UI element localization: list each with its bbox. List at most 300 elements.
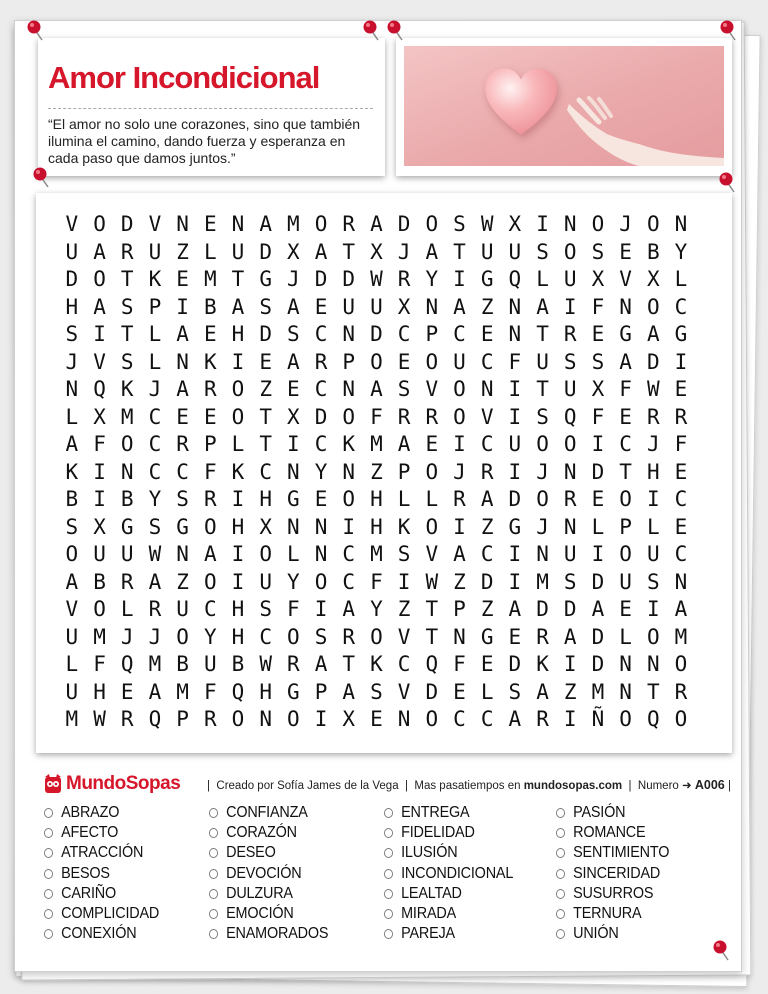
grid-letter[interactable]: D [563, 597, 577, 621]
grid-letter[interactable]: N [425, 294, 439, 319]
grid-letter[interactable]: L [148, 349, 162, 374]
grid-letter[interactable]: R [646, 404, 660, 429]
grid-letter[interactable]: N [259, 707, 272, 731]
grid-letter[interactable]: R [342, 624, 356, 649]
grid-letter[interactable]: X [646, 267, 660, 291]
grid-letter[interactable]: Z [176, 569, 189, 594]
grid-letter[interactable]: R [203, 487, 217, 511]
grid-letter[interactable]: O [314, 569, 328, 594]
grid-letter[interactable]: N [120, 459, 134, 484]
word-item[interactable] [44, 823, 159, 843]
grid-letter[interactable]: R [425, 404, 439, 429]
grid-letter[interactable]: I [93, 487, 106, 511]
grid-letter[interactable]: U [342, 294, 356, 319]
grid-letter[interactable]: M [120, 404, 134, 429]
grid-letter[interactable]: Q [508, 267, 522, 291]
grid-letter[interactable]: N [619, 294, 632, 319]
grid-letter[interactable]: Z [563, 679, 577, 704]
grid-letter[interactable]: N [65, 377, 79, 401]
circle-bullet-icon[interactable] [44, 929, 53, 939]
grid-letter[interactable]: E [370, 707, 383, 731]
grid-letter[interactable]: S [287, 322, 300, 346]
grid-letter[interactable]: O [425, 212, 439, 236]
grid-letter[interactable]: Z [176, 239, 189, 264]
grid-letter[interactable]: E [397, 349, 411, 374]
grid-letter[interactable]: I [646, 487, 660, 511]
grid-letter[interactable]: S [508, 679, 522, 704]
grid-letter[interactable]: X [508, 212, 522, 236]
circle-bullet-icon[interactable] [209, 828, 218, 838]
grid-letter[interactable]: Z [480, 294, 494, 319]
grid-letter[interactable]: A [508, 707, 522, 731]
grid-letter[interactable]: V [480, 404, 494, 429]
grid-letter[interactable]: T [231, 267, 245, 291]
grid-letter[interactable]: Y [314, 459, 328, 484]
grid-letter[interactable]: Q [425, 652, 439, 676]
grid-letter[interactable]: J [536, 459, 549, 484]
word-item[interactable] [44, 843, 159, 863]
grid-letter[interactable]: S [259, 294, 272, 319]
grid-letter[interactable]: S [370, 679, 383, 704]
word-item[interactable] [209, 884, 328, 904]
grid-letter[interactable]: S [646, 569, 660, 594]
word-item[interactable] [556, 924, 669, 944]
grid-letter[interactable]: K [203, 349, 217, 374]
grid-letter[interactable]: H [65, 294, 79, 319]
grid-letter[interactable]: R [674, 679, 688, 704]
grid-letter[interactable]: N [176, 212, 189, 236]
grid-letter[interactable]: U [563, 542, 577, 566]
grid-letter[interactable]: V [148, 212, 162, 236]
grid-letter[interactable]: A [342, 597, 356, 621]
grid-letter[interactable]: S [176, 487, 189, 511]
circle-bullet-icon[interactable] [556, 929, 565, 939]
grid-letter[interactable]: I [231, 349, 245, 374]
grid-letter[interactable]: O [203, 514, 217, 539]
grid-letter[interactable]: K [231, 459, 245, 484]
grid-letter[interactable]: E [176, 404, 189, 429]
grid-letter[interactable]: G [480, 624, 494, 649]
grid-letter[interactable]: U [65, 239, 79, 264]
grid-letter[interactable]: H [646, 459, 660, 484]
grid-letter[interactable]: D [397, 212, 411, 236]
grid-letter[interactable]: L [65, 652, 79, 676]
grid-letter[interactable]: I [231, 487, 245, 511]
grid-letter[interactable]: C [453, 707, 466, 731]
word-item[interactable] [556, 803, 669, 823]
grid-letter[interactable]: N [674, 569, 688, 594]
grid-letter[interactable]: D [120, 212, 134, 236]
grid-letter[interactable]: A [591, 597, 605, 621]
grid-letter[interactable]: A [176, 322, 189, 346]
grid-letter[interactable]: U [563, 267, 577, 291]
grid-letter[interactable]: E [203, 212, 217, 236]
circle-bullet-icon[interactable] [556, 808, 565, 818]
grid-letter[interactable]: R [536, 624, 549, 649]
grid-letter[interactable]: I [231, 542, 245, 566]
grid-letter[interactable]: C [176, 459, 189, 484]
grid-letter[interactable]: U [536, 349, 549, 374]
grid-letter[interactable]: P [203, 432, 217, 456]
grid-letter[interactable]: O [425, 707, 439, 731]
grid-letter[interactable]: E [259, 349, 272, 374]
grid-letter[interactable]: L [287, 542, 300, 566]
grid-letter[interactable]: R [176, 432, 189, 456]
grid-letter[interactable]: D [342, 267, 356, 291]
circle-bullet-icon[interactable] [209, 929, 218, 939]
grid-letter[interactable]: H [231, 322, 245, 346]
grid-letter[interactable]: D [591, 569, 605, 594]
grid-letter[interactable]: H [259, 487, 272, 511]
grid-letter[interactable]: J [148, 624, 162, 649]
grid-letter[interactable]: U [508, 432, 522, 456]
grid-letter[interactable]: W [370, 267, 383, 291]
grid-letter[interactable]: R [397, 267, 411, 291]
grid-letter[interactable]: G [674, 322, 688, 346]
grid-letter[interactable]: L [674, 267, 688, 291]
grid-letter[interactable]: F [370, 404, 383, 429]
grid-letter[interactable]: S [563, 569, 577, 594]
grid-letter[interactable]: O [93, 267, 106, 291]
circle-bullet-icon[interactable] [384, 808, 393, 818]
grid-letter[interactable]: O [646, 212, 660, 236]
grid-letter[interactable]: U [93, 542, 106, 566]
grid-letter[interactable]: O [536, 432, 549, 456]
grid-letter[interactable]: L [480, 679, 494, 704]
grid-letter[interactable]: O [342, 487, 356, 511]
grid-letter[interactable]: C [342, 569, 356, 594]
grid-letter[interactable]: H [231, 514, 245, 539]
grid-letter[interactable]: J [397, 239, 411, 264]
grid-letter[interactable]: N [314, 542, 328, 566]
grid-letter[interactable]: E [314, 294, 328, 319]
grid-letter[interactable]: I [453, 432, 466, 456]
grid-letter[interactable]: H [231, 597, 245, 621]
word-item[interactable] [384, 823, 513, 843]
grid-letter[interactable]: O [453, 377, 466, 401]
grid-letter[interactable]: L [425, 487, 439, 511]
grid-letter[interactable]: Z [259, 377, 272, 401]
grid-letter[interactable]: I [93, 459, 106, 484]
grid-letter[interactable]: A [287, 349, 300, 374]
grid-letter[interactable]: C [480, 707, 494, 731]
grid-letter[interactable]: O [259, 542, 272, 566]
word-item[interactable] [209, 924, 328, 944]
grid-letter[interactable]: U [508, 239, 522, 264]
grid-letter[interactable]: M [287, 212, 300, 236]
grid-letter[interactable]: O [646, 294, 660, 319]
grid-letter[interactable]: U [619, 569, 632, 594]
word-item[interactable] [384, 843, 513, 863]
grid-letter[interactable]: E [287, 377, 300, 401]
word-item[interactable] [384, 924, 513, 944]
grid-letter[interactable]: G [287, 679, 300, 704]
grid-letter[interactable]: D [314, 267, 328, 291]
grid-letter[interactable]: A [314, 652, 328, 676]
grid-letter[interactable]: D [591, 652, 605, 676]
grid-letter[interactable]: D [646, 349, 660, 374]
grid-letter[interactable]: O [619, 542, 632, 566]
grid-letter[interactable]: E [203, 322, 217, 346]
grid-letter[interactable]: I [176, 294, 189, 319]
grid-letter[interactable]: O [370, 624, 383, 649]
word-item[interactable] [209, 823, 328, 843]
grid-letter[interactable]: Q [646, 707, 660, 731]
grid-letter[interactable]: E [314, 487, 328, 511]
grid-letter[interactable]: O [453, 404, 466, 429]
grid-letter[interactable]: I [591, 542, 605, 566]
grid-letter[interactable]: E [508, 624, 522, 649]
grid-letter[interactable]: C [314, 432, 328, 456]
grid-letter[interactable]: G [480, 267, 494, 291]
grid-letter[interactable]: E [120, 679, 134, 704]
grid-letter[interactable]: I [508, 542, 522, 566]
grid-letter[interactable]: Q [120, 652, 134, 676]
grid-letter[interactable]: Y [203, 624, 217, 649]
grid-letter[interactable]: T [536, 377, 549, 401]
grid-letter[interactable]: D [259, 239, 272, 264]
grid-letter[interactable]: A [65, 569, 79, 594]
grid-letter[interactable]: T [342, 239, 356, 264]
grid-letter[interactable]: A [370, 377, 383, 401]
grid-letter[interactable]: E [619, 597, 632, 621]
grid-letter[interactable]: C [674, 542, 688, 566]
grid-letter[interactable]: S [120, 349, 134, 374]
grid-letter[interactable]: C [314, 377, 328, 401]
grid-letter[interactable]: R [120, 239, 134, 264]
circle-bullet-icon[interactable] [556, 848, 565, 858]
grid-letter[interactable]: G [619, 322, 632, 346]
grid-letter[interactable]: R [203, 707, 217, 731]
grid-letter[interactable]: M [370, 432, 383, 456]
grid-letter[interactable]: A [148, 679, 162, 704]
grid-letter[interactable]: O [176, 624, 189, 649]
grid-letter[interactable]: G [508, 514, 522, 539]
grid-letter[interactable]: A [370, 212, 383, 236]
grid-letter[interactable]: P [397, 459, 411, 484]
grid-letter[interactable]: C [259, 459, 272, 484]
grid-letter[interactable]: N [619, 652, 632, 676]
grid-letter[interactable]: K [536, 652, 549, 676]
grid-letter[interactable]: C [480, 542, 494, 566]
circle-bullet-icon[interactable] [384, 929, 393, 939]
grid-letter[interactable]: X [397, 294, 411, 319]
grid-letter[interactable]: A [93, 294, 106, 319]
grid-letter[interactable]: U [231, 239, 245, 264]
grid-letter[interactable]: L [148, 322, 162, 346]
grid-letter[interactable]: O [674, 707, 688, 731]
grid-letter[interactable]: J [646, 432, 660, 456]
grid-letter[interactable]: R [453, 487, 466, 511]
grid-letter[interactable]: C [674, 294, 688, 319]
grid-letter[interactable]: S [148, 514, 162, 539]
grid-letter[interactable]: J [65, 349, 79, 374]
grid-letter[interactable]: J [619, 212, 632, 236]
grid-letter[interactable]: U [370, 294, 383, 319]
grid-letter[interactable]: C [397, 652, 411, 676]
grid-letter[interactable]: G [287, 487, 300, 511]
grid-letter[interactable]: N [674, 212, 688, 236]
grid-letter[interactable]: I [287, 432, 300, 456]
grid-letter[interactable]: A [508, 597, 522, 621]
grid-letter[interactable]: O [646, 624, 660, 649]
grid-letter[interactable]: B [231, 652, 245, 676]
grid-letter[interactable]: N [342, 459, 356, 484]
grid-letter[interactable]: Z [397, 597, 411, 621]
grid-letter[interactable]: W [259, 652, 272, 676]
grid-letter[interactable]: C [453, 322, 466, 346]
grid-letter[interactable]: P [453, 597, 466, 621]
grid-letter[interactable]: U [120, 542, 134, 566]
grid-letter[interactable]: A [425, 239, 439, 264]
grid-letter[interactable]: A [619, 349, 632, 374]
grid-letter[interactable]: L [397, 487, 411, 511]
word-item[interactable] [44, 884, 159, 904]
grid-letter[interactable]: X [287, 404, 300, 429]
grid-letter[interactable]: R [674, 404, 688, 429]
grid-letter[interactable]: O [93, 212, 106, 236]
grid-letter[interactable]: D [65, 267, 79, 291]
circle-bullet-icon[interactable] [556, 828, 565, 838]
grid-letter[interactable]: R [342, 212, 356, 236]
grid-letter[interactable]: S [65, 322, 79, 346]
grid-letter[interactable]: A [287, 294, 300, 319]
word-item[interactable] [384, 864, 513, 884]
grid-letter[interactable]: D [508, 652, 522, 676]
word-item[interactable] [556, 843, 669, 863]
grid-letter[interactable]: D [425, 679, 439, 704]
grid-letter[interactable]: A [536, 294, 549, 319]
grid-letter[interactable]: M [370, 542, 383, 566]
grid-letter[interactable]: R [536, 707, 549, 731]
grid-letter[interactable]: E [425, 432, 439, 456]
grid-letter[interactable]: O [287, 624, 300, 649]
grid-letter[interactable]: U [65, 624, 79, 649]
grid-letter[interactable]: U [480, 239, 494, 264]
grid-letter[interactable]: G [120, 514, 134, 539]
grid-letter[interactable]: E [453, 679, 466, 704]
grid-letter[interactable]: C [203, 597, 217, 621]
grid-letter[interactable]: L [65, 404, 79, 429]
grid-letter[interactable]: N [563, 514, 577, 539]
grid-letter[interactable]: A [259, 212, 272, 236]
circle-bullet-icon[interactable] [209, 869, 218, 879]
circle-bullet-icon[interactable] [44, 869, 53, 879]
grid-letter[interactable]: I [508, 404, 522, 429]
grid-letter[interactable]: C [259, 624, 272, 649]
grid-letter[interactable]: V [397, 624, 411, 649]
grid-letter[interactable]: P [425, 322, 439, 346]
word-item[interactable] [209, 864, 328, 884]
grid-letter[interactable]: L [536, 267, 549, 291]
grid-letter[interactable]: I [563, 707, 577, 731]
grid-letter[interactable]: T [425, 624, 439, 649]
circle-bullet-icon[interactable] [209, 889, 218, 899]
grid-letter[interactable]: T [425, 597, 439, 621]
grid-letter[interactable]: O [536, 487, 549, 511]
grid-letter[interactable]: I [646, 597, 660, 621]
grid-letter[interactable]: Y [425, 267, 439, 291]
grid-letter[interactable]: E [674, 514, 688, 539]
grid-letter[interactable]: F [591, 404, 605, 429]
grid-letter[interactable]: W [148, 542, 162, 566]
grid-letter[interactable]: F [93, 652, 106, 676]
grid-letter[interactable]: A [176, 377, 189, 401]
grid-letter[interactable]: T [646, 679, 660, 704]
grid-letter[interactable]: A [674, 597, 688, 621]
word-item[interactable] [44, 924, 159, 944]
grid-letter[interactable]: S [536, 239, 549, 264]
grid-letter[interactable]: X [93, 404, 106, 429]
grid-letter[interactable]: R [563, 487, 577, 511]
grid-letter[interactable]: O [370, 349, 383, 374]
grid-letter[interactable]: O [342, 404, 356, 429]
grid-letter[interactable]: N [508, 322, 522, 346]
grid-letter[interactable]: M [93, 624, 106, 649]
grid-letter[interactable]: Y [148, 487, 162, 511]
grid-letter[interactable]: V [93, 349, 106, 374]
grid-letter[interactable]: I [563, 294, 577, 319]
grid-letter[interactable]: N [287, 459, 300, 484]
grid-letter[interactable]: D [591, 459, 605, 484]
grid-letter[interactable]: Q [563, 404, 577, 429]
grid-letter[interactable]: B [65, 487, 79, 511]
grid-letter[interactable]: A [148, 569, 162, 594]
grid-letter[interactable]: I [536, 212, 549, 236]
grid-letter[interactable]: R [148, 597, 162, 621]
grid-letter[interactable]: N [397, 707, 411, 731]
grid-letter[interactable]: C [148, 432, 162, 456]
grid-letter[interactable]: S [536, 404, 549, 429]
grid-letter[interactable]: U [563, 377, 577, 401]
grid-letter[interactable]: N [342, 322, 356, 346]
grid-letter[interactable]: D [259, 322, 272, 346]
grid-letter[interactable]: M [176, 679, 189, 704]
grid-letter[interactable]: S [314, 624, 328, 649]
grid-letter[interactable]: P [176, 707, 189, 731]
grid-letter[interactable]: E [480, 322, 494, 346]
grid-letter[interactable]: K [342, 432, 356, 456]
grid-letter[interactable]: A [453, 542, 466, 566]
grid-letter[interactable]: Y [370, 597, 383, 621]
grid-letter[interactable]: M [203, 267, 217, 291]
circle-bullet-icon[interactable] [209, 909, 218, 919]
grid-letter[interactable]: Q [148, 707, 162, 731]
grid-letter[interactable]: R [397, 404, 411, 429]
grid-letter[interactable]: O [563, 239, 577, 264]
grid-letter[interactable]: T [120, 267, 134, 291]
grid-letter[interactable]: I [453, 267, 466, 291]
grid-letter[interactable]: M [536, 569, 549, 594]
grid-letter[interactable]: D [370, 322, 383, 346]
grid-letter[interactable]: F [619, 377, 632, 401]
grid-letter[interactable]: N [646, 652, 660, 676]
grid-letter[interactable]: S [397, 542, 411, 566]
grid-letter[interactable]: A [646, 322, 660, 346]
grid-letter[interactable]: S [453, 212, 466, 236]
circle-bullet-icon[interactable] [384, 889, 393, 899]
grid-letter[interactable]: A [397, 432, 411, 456]
grid-letter[interactable]: F [591, 294, 605, 319]
grid-letter[interactable]: E [674, 459, 688, 484]
grid-letter[interactable]: X [93, 514, 106, 539]
grid-letter[interactable]: F [93, 432, 106, 456]
grid-letter[interactable]: J [287, 267, 300, 291]
grid-letter[interactable]: D [508, 487, 522, 511]
grid-letter[interactable]: C [314, 322, 328, 346]
grid-letter[interactable]: Z [480, 514, 494, 539]
grid-letter[interactable]: F [370, 569, 383, 594]
